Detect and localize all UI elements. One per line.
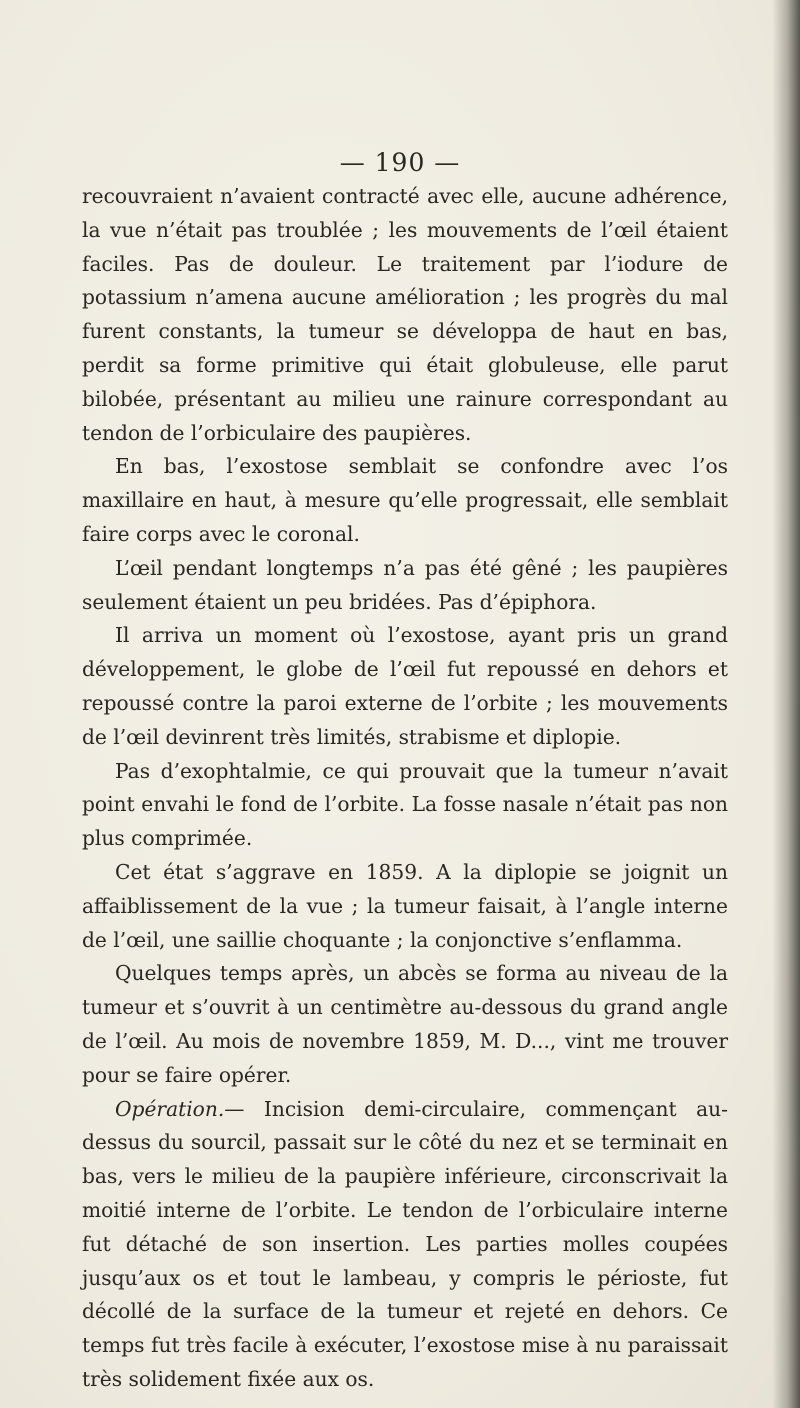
paragraph: Quelques temps après, un abcès se forma au niveau de la tumeur et s’ouvrit à un centimètre au-dessous du grand angle de l’œil. Au mois de novembre 1859, M. D..., vint me trouver pour se faire opérer. — [82, 961, 728, 1087]
paragraph: En bas, l’exostose semblait se confondre avec l’os maxillaire en haut, à mesure qu’elle progressait, elle semblait faire corps avec le coronal. — [82, 454, 728, 546]
paragraph: recouvraient n’avaient contracté avec elle, aucune adhérence, la vue n’était pas troublée ; les mouvements de l’œil étaient faciles. Pas de douleur. Le traitement par l’iodure de potassium n’amena aucune amélioration ; les progrès du mal furent constants, la tumeur se développa de haut en bas, perdit sa forme primitive qui était globuleuse, elle parut bilobée, présentant au milieu une rainure correspondant au tendon de l’orbiculaire des paupières. — [82, 184, 728, 445]
page-edge-shadow — [772, 0, 800, 1408]
body-text — [82, 180, 728, 1397]
operation-text: — Incision demi-circulaire, commençant au-dessus du sourcil, passait sur le côté du nez et se terminait en bas, vers le milieu de la paupière inférieure, circonscrivait la moitié interne de l’orbite. Le tendon de l’orbiculaire interne fut détaché de son insertion. Les parties molles coupées jusqu’aux os et tout le lambeau, y compris le périoste, fut décollé de la surface de la tumeur et rejeté en dehors. Ce temps fut très facile à exécuter, l’exostose mise à nu paraissait très solidement fixée aux os. — [82, 1096, 728, 1391]
page-number: — 190 — — [339, 148, 461, 177]
paragraph: Il arriva un moment où l’exostose, ayant pris un grand développement, le globe de l’œil fut repoussé en dehors et repoussé contre la paroi externe de l’orbite ; les mouvements de l’œil devinrent très limités, strabisme et diplopie. — [82, 623, 728, 749]
paragraph-operation — [82, 1093, 728, 1397]
paragraph: L’œil pendant longtemps n’a pas été gêné ; les paupières seulement étaient un peu bridées. Pas d’épiphora. — [82, 555, 728, 614]
paragraph: Cet état s’aggrave en 1859. A la diplopie se joignit un affaiblissement de la vue ; la tumeur faisait, à l’angle interne de l’œil, une saillie choquante ; la conjonctive s’enflamma. — [82, 859, 728, 952]
operation-label: Opération. — [115, 1096, 225, 1121]
paragraph: Pas d’exophtalmie, ce qui prouvait que la tumeur n’avait point envahi le fond de l’orbite. La fosse nasale n’était pas non plus comprimée. — [82, 758, 728, 851]
